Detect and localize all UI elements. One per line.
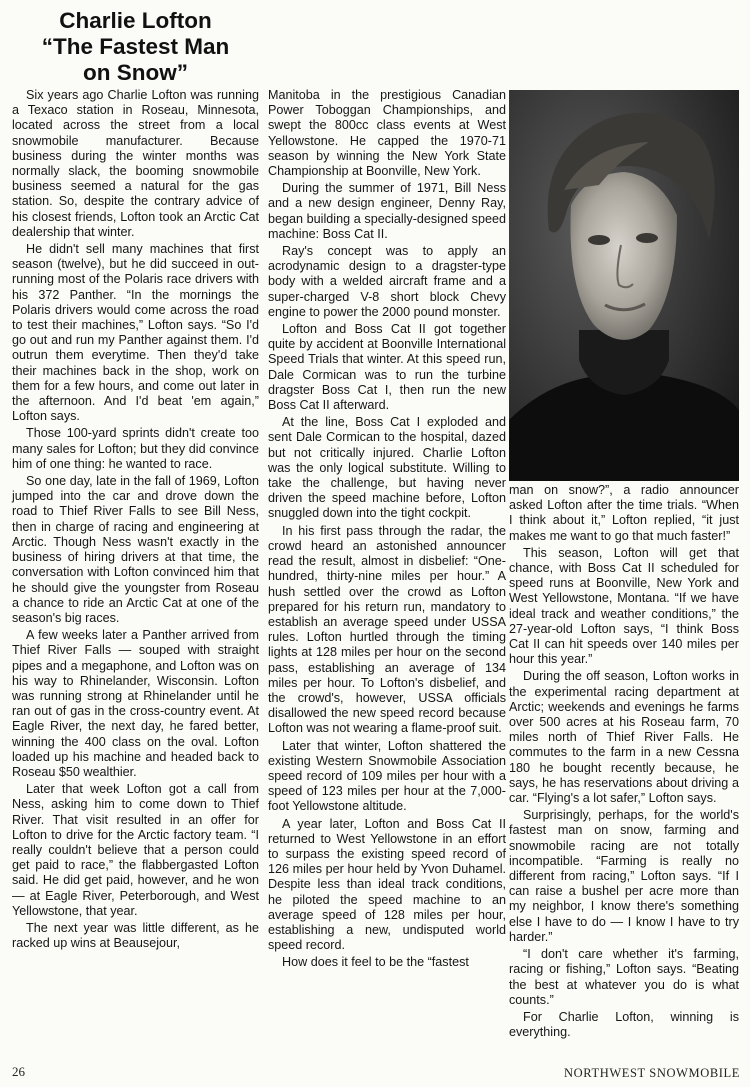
paragraph: “I don't care whether it's farming, racing or fishing,” Lofton says. “Beating the best at whatever you do is what counts.” <box>509 947 739 1007</box>
paragraph: He didn't sell many machines that first season (twelve), but he did succeed in out-running most of the Polaris race drivers with his 372 Panther. “In the mornings the Polaris drivers would come across the road to test their machines,” Lofton says. “So I'd go out and run my Panther against them. I'd outrun them everytime. Then they'd take their machines back in the shop, work on them for a few hours, and come out later in the afternoon. And I'd beat 'em again,” Lofton says. <box>12 242 259 424</box>
portrait-photo <box>509 90 739 481</box>
title-line-3: on Snow” <box>83 60 188 85</box>
paragraph: Lofton and Boss Cat II got together quite by accident at Boonville International Speed Trials that winter. At this speed run, Dale Cormican was to run the turbine dragster Boss Cat I, then run the new Boss Cat II afterward. <box>268 322 506 413</box>
paragraph: A year later, Lofton and Boss Cat II returned to West Yellowstone in an effort to surpass the existing speed record of 126 miles per hour held by Yvon Duhamel. Despite less than ideal track conditions, he piloted the speed machine to an average speed of 128 miles per hour, establishing a new, undisputed world speed record. <box>268 816 506 953</box>
paragraph: In his first pass through the radar, the crowd heard an astonished announcer read the result, almost in disbelief: “One-hundred, thirty-nine miles per hour.” A hush settled over the crowd as Lofton prepared for his return run, mandatory to establish an average speed under USSA rules. Lofton hurtled through the timing lights at 128 miles per hour on the second pass, establishing an average of 134 miles per hour. To Lofton's disbelief, and the crowd's, however, USSA officials disallowed the new speed record because Lofton was not wearing a flame-proof suit. <box>268 523 506 736</box>
paragraph: This season, Lofton will get that chance, with Boss Cat II scheduled for speed runs at Boonville, New York and West Yellowstone, Montana. “If we have ideal track and weather conditions,” the 27-year-old Lofton says, “I think Boss Cat II can hit speeds over 140 miles per hour this year.” <box>509 545 739 667</box>
paragraph: Manitoba in the prestigious Canadian Power Toboggan Championships, and swept the 800cc class events at West Yellowstone. He capped the 1970-71 season by winning the New York State Championship at Boonville, New York. <box>268 88 506 179</box>
paragraph: A few weeks later a Panther arrived from Thief River Falls — souped with straight pipes and a megaphone, and Lofton was on his way to Rhinelander, Wisconsin. Lofton was running strong at Rhinelander until he ran out of gas in the cross-country event. At Eagle River, the next day, he fared better, winning the 400 class on the oval. Lofton loaded up his machine and headed back to Roseau $50 wealthier. <box>12 628 259 779</box>
paragraph: At the line, Boss Cat I exploded and sent Dale Cormican to the hospital, dazed but not critically injured. Charlie Lofton was the only logical substitute. Willing to take the challenge, but having never driven the speed machine before, Lofton snuggled down into the tight cockpit. <box>268 415 506 521</box>
paragraph: For Charlie Lofton, winning is everything. <box>509 1009 739 1040</box>
paragraph: Ray's concept was to apply an acrodynamic design to a dragster-type body with a welded aircraft frame and a super-charged V-8 short block Chevy engine to power the 2000 pound monster. <box>268 244 506 319</box>
paragraph: During the off season, Lofton works in the experimental racing department at Arctic; weekends and evenings he farms over 500 acres at his Roseau farm, 70 miles north of Thief River Falls. He commutes to the farm in a new Cessna 180 he bought recently because, he says, he has reservations about driving a car. “Flying's a lot safer,” Lofton says. <box>509 669 739 806</box>
paragraph: During the summer of 1971, Bill Ness and a new design engineer, Denny Ray, began building a specially-designed speed machine: Boss Cat II. <box>268 181 506 241</box>
paragraph: Later that week Lofton got a call from Ness, asking him to come down to Thief River. That visit resulted in an offer for Lofton to drive for the Arctic factory team. “I really couldn't believe that a person could get paid to race,” the flabbergasted Lofton said. He did get paid, however, and he won — at Eagle River, Peterborough, and West Yellowstone, that year. <box>12 782 259 918</box>
paragraph: Surprisingly, perhaps, for the world's fastest man on snow, farming and snowmobile racing are not totally incompatible. “Farming is really no different from racing,” Lofton says. “If I can raise a bushel per acre more than my neighbor, I know there's something else I have to do — I know I have to try harder.” <box>509 808 739 944</box>
paragraph: Those 100-yard sprints didn't create too many sales for Lofton; but they did convince him of one thing: he wanted to race. <box>12 426 259 471</box>
paragraph: So one day, late in the fall of 1969, Lofton jumped into the car and drove down the road to Thief River Falls to see Bill Ness, then in charge of racing and engineering at Arctic. Though Ness wasn't exactly in the business of hiring drivers at that time, the conversation with Lofton convinced him that he should give the youngster from Roseau a chance to ride an Arctic Cat at one of the season's big races. <box>12 474 259 625</box>
paragraph: Later that winter, Lofton shattered the existing Western Snowmobile Association speed record of 109 miles per hour with a speed of 123 miles per hour at the 7,000-foot Yellowstone altitude. <box>268 738 506 814</box>
column-2 <box>268 88 506 973</box>
column-3 <box>509 483 739 1042</box>
title-line-1: Charlie Lofton <box>59 8 212 33</box>
column-1 <box>12 88 259 953</box>
paragraph: The next year was little different, as he racked up wins at Beausejour, <box>12 920 259 951</box>
paragraph: How does it feel to be the “fastest <box>282 955 469 970</box>
paragraph: Six years ago Charlie Lofton was running a Texaco station in Roseau, Minnesota, located across the street from a local snowmobile manufacturer. Because business during the winter months was normally slack, the booming snowmobile business seemed a natural for the gas station. So, despite the contrary advice of his closest friends, Lofton took an Arctic Cat dealership that winter. <box>12 88 259 239</box>
title-line-2: “The Fastest Man <box>41 34 230 59</box>
article-title <box>12 8 259 86</box>
page-number: 26 <box>12 1064 25 1079</box>
paragraph: man on snow?”, a radio announcer asked Lofton after the time trials. “When I think about it,” Lofton replied, “it just makes me want to go that much faster!” <box>509 483 739 543</box>
magazine-name: NORTHWEST SNOWMOBILE <box>564 1066 740 1080</box>
